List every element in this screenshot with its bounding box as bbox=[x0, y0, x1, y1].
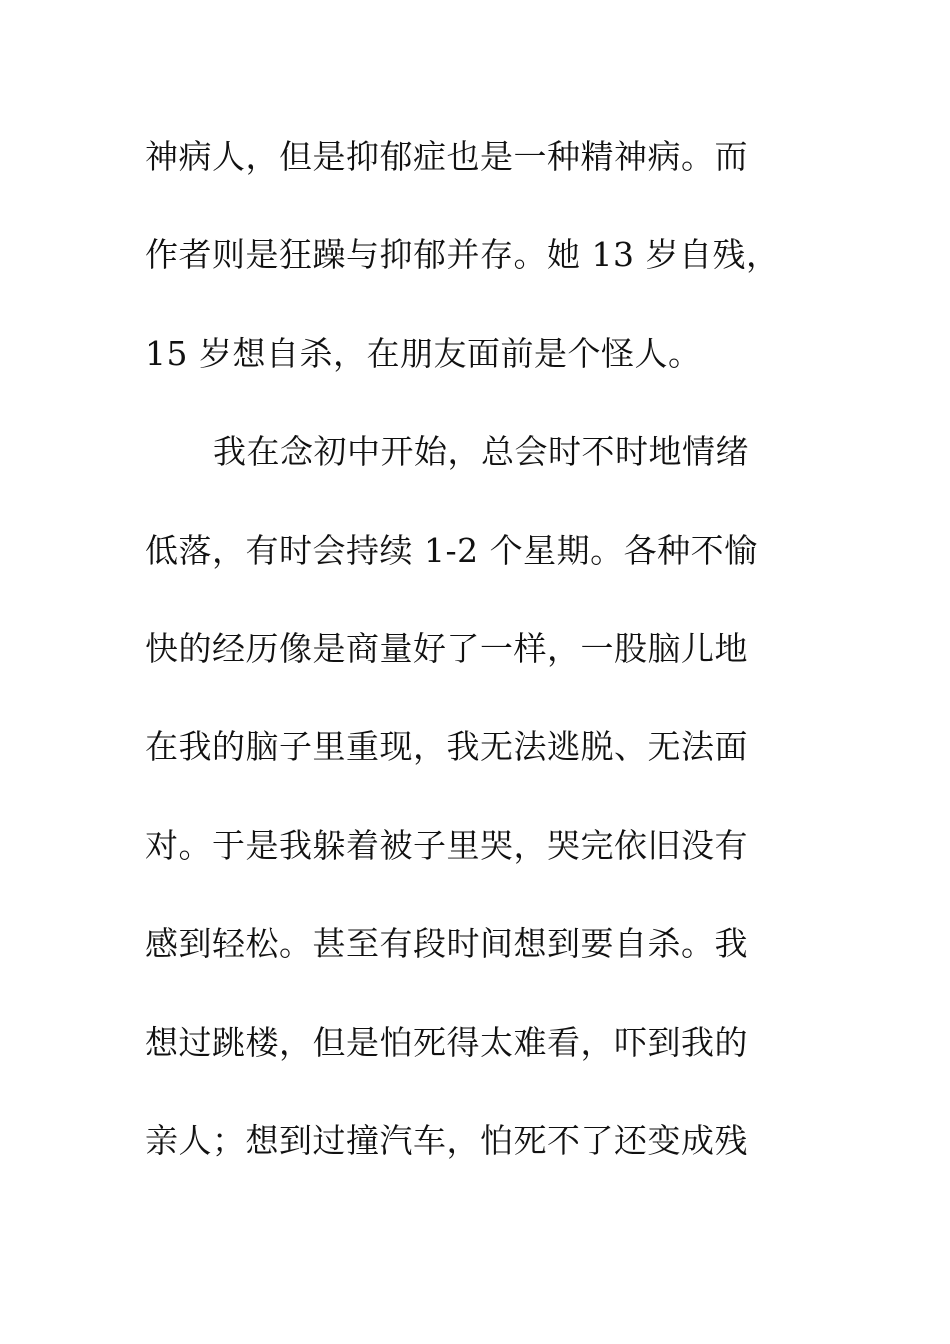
text-line: 对。于是我躲着被子里哭，哭完依旧没有 bbox=[145, 825, 748, 865]
text-line: 作者则是狂躁与抑郁并存。她 13 岁自残， bbox=[145, 235, 780, 275]
text-line: 神病人，但是抑郁症也是一种精神病。而 bbox=[145, 137, 748, 176]
text-line: 低落，有时会持续 1-2 个星期。各种不愉 bbox=[145, 530, 758, 570]
text-line: 在我的脑子里重现，我无法逃脱、无法面 bbox=[145, 727, 748, 767]
text-line: 想过跳楼，但是怕死得太难看，吓到我的 bbox=[145, 1022, 748, 1062]
paragraph-first-line: 我在念初中开始，总会时不时地情绪 bbox=[213, 432, 749, 472]
body-text bbox=[145, 124, 785, 1206]
text-line: 亲人；想到过撞汽车，怕死不了还变成残 bbox=[145, 1120, 748, 1160]
text-line: 快的经历像是商量好了一样，一股脑儿地 bbox=[145, 628, 748, 668]
text-line: 15 岁想自杀，在朋友面前是个怪人。 bbox=[145, 333, 702, 373]
text-line: 感到轻松。甚至有段时间想到要自杀。我 bbox=[145, 924, 748, 964]
